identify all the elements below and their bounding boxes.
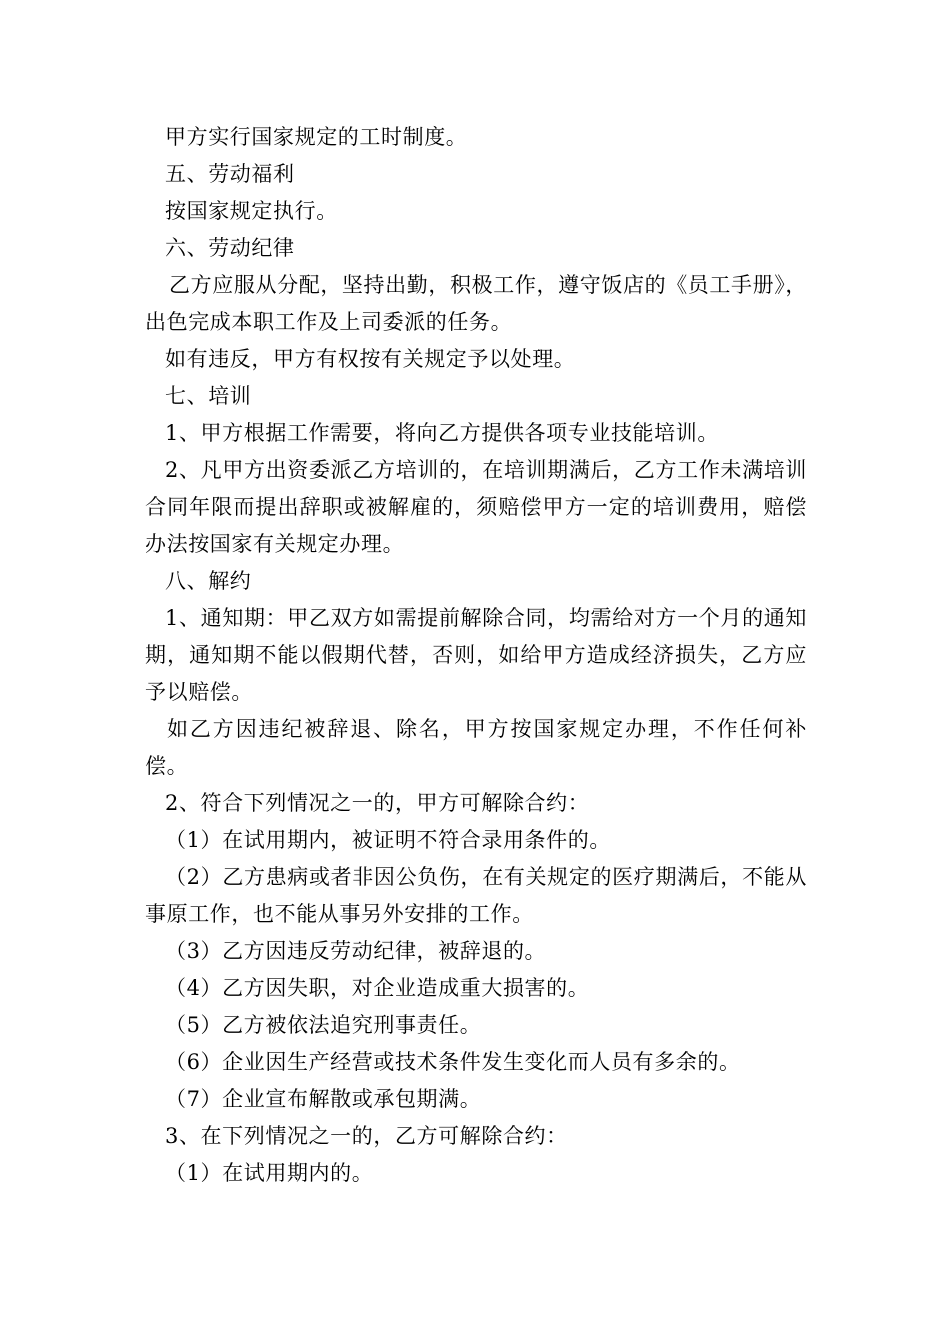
section-heading-discipline: 六、劳动纪律 (165, 236, 295, 260)
list-item-employer-5: （5）乙方被依法追究刑事责任。 (165, 1013, 482, 1037)
list-item-employer-4: （4）乙方因失职，对企业造成重大损害的。 (165, 976, 590, 1000)
paragraph-training-1: 1、甲方根据工作需要，将向乙方提供各项专业技能培训。 (165, 421, 719, 445)
paragraph-employee-termination: 3、在下列情况之一的，乙方可解除合约： (165, 1124, 568, 1148)
document-body (145, 119, 807, 1192)
list-item-employer-6: （6）企业因生产经营或技术条件发生变化而人员有多余的。 (165, 1050, 741, 1074)
paragraph-discipline-violation: 如有违反，甲方有权按有关规定予以处理。 (165, 347, 576, 371)
list-item-employer-2: （2）乙方患病或者非因公负伤，在有关规定的医疗期满后，不能从事原工作，也不能从事另外安排的工作。 (145, 865, 807, 926)
list-item-employee-1: （1）在试用期内的。 (165, 1161, 374, 1185)
list-item-employer-3: （3）乙方因违反劳动纪律，被辞退的。 (165, 939, 547, 963)
paragraph-dismissal: 如乙方因违纪被辞退、除名，甲方按国家规定办理，不作任何补偿。 (145, 717, 807, 778)
list-item-employer-1: （1）在试用期内，被证明不符合录用条件的。 (165, 828, 611, 852)
section-heading-training: 七、培训 (165, 384, 252, 408)
paragraph-discipline-obey: 乙方应服从分配，坚持出勤，积极工作，遵守饭店的《员工手册》，出色完成本职工作及上司委派的任务。 (145, 273, 807, 334)
paragraph-employer-termination: 2、符合下列情况之一的，甲方可解除合约： (165, 791, 590, 815)
section-heading-welfare: 五、劳动福利 (165, 162, 295, 186)
paragraph-training-2: 2、凡甲方出资委派乙方培训的，在培训期满后，乙方工作未满培训合同年限而提出辞职或被解雇的，须赔偿甲方一定的培训费用，赔偿办法按国家有关规定办理。 (145, 458, 807, 556)
paragraph-notice-period: 1、通知期：甲乙双方如需提前解除合同，均需给对方一个月的通知期，通知期不能以假期代替，否则，如给甲方造成经济损失，乙方应予以赔偿。 (145, 606, 807, 704)
list-item-employer-7: （7）企业宣布解散或承包期满。 (165, 1087, 482, 1111)
paragraph-welfare: 按国家规定执行。 (165, 199, 338, 223)
paragraph-working-hours: 甲方实行国家规定的工时制度。 (165, 125, 468, 149)
section-heading-termination: 八、解约 (165, 569, 252, 593)
